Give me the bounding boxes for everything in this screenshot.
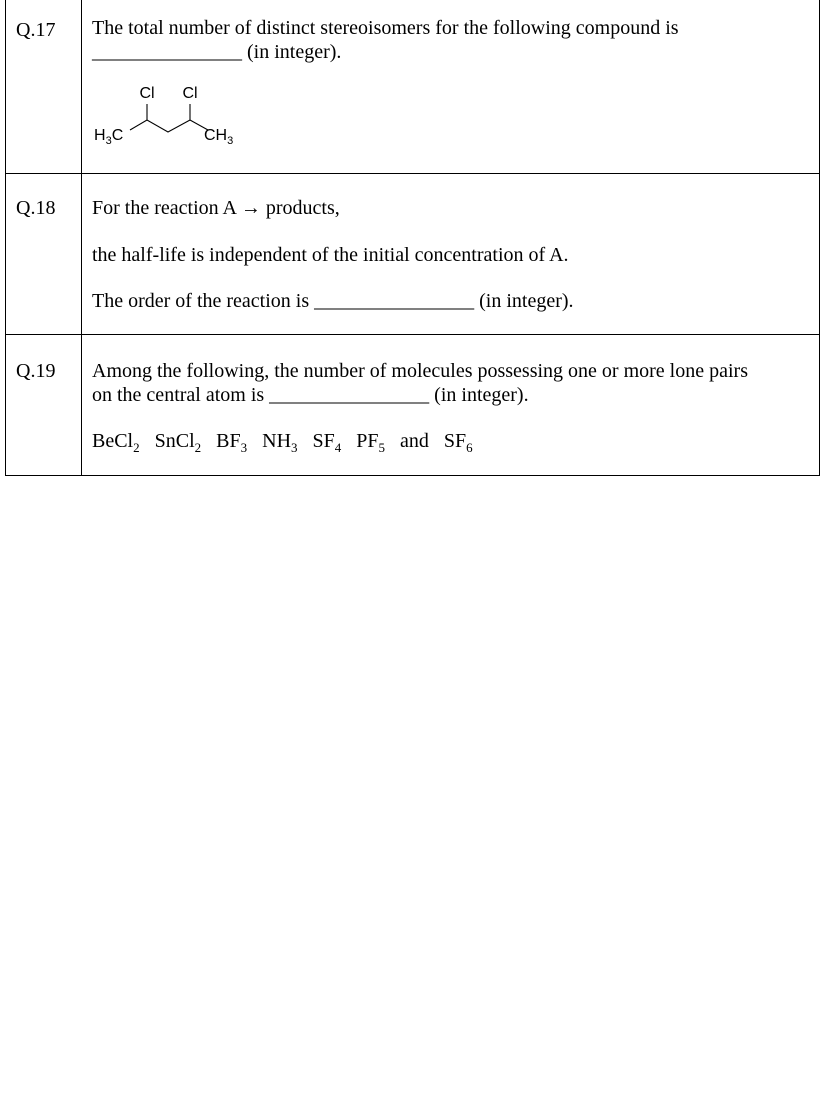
question-text-line: For the reaction A → products, xyxy=(92,197,340,219)
formula xyxy=(92,430,140,455)
group-ch3-main: CH xyxy=(204,127,228,144)
atom-cl-left: Cl xyxy=(139,85,155,102)
question-row-19 xyxy=(6,335,820,476)
formula xyxy=(216,430,248,455)
group-h3c-tail: C xyxy=(111,127,124,144)
group-h3c-sub: 3 xyxy=(105,135,112,147)
question-text-line: The total number of distinct stereoisomers for the following compound is xyxy=(92,17,679,39)
formula-sub: 3 xyxy=(291,440,298,455)
question-text-line: on the central atom is ________________ (in integer). xyxy=(92,384,529,406)
formula-base: and xyxy=(400,430,429,452)
question-number: Q.17 xyxy=(16,19,56,41)
formula-base: NH xyxy=(262,430,292,452)
formula-base: SF xyxy=(312,430,335,452)
question-row-18 xyxy=(6,174,820,335)
formula xyxy=(312,430,342,455)
atom-cl-right: Cl xyxy=(182,85,198,102)
formula-base: PF xyxy=(356,430,379,452)
question-body-cell xyxy=(82,335,820,476)
question-text-line: Among the following, the number of molecules possessing one or more lone pairs xyxy=(92,360,748,382)
formula xyxy=(262,430,298,455)
formula-sub: 6 xyxy=(466,440,473,455)
group-ch3 xyxy=(204,127,233,147)
question-number-cell xyxy=(6,335,82,476)
question-number: Q.18 xyxy=(16,197,56,219)
chemical-structure xyxy=(92,84,262,154)
structure-bonds xyxy=(130,120,208,132)
question-number-cell xyxy=(6,0,82,174)
question-row-17 xyxy=(6,0,820,174)
formula-sub: 5 xyxy=(378,440,386,455)
question-text-line: The order of the reaction is ________________ (in integer). xyxy=(92,290,574,312)
formula-base: BF xyxy=(216,430,241,452)
questions-table xyxy=(5,0,820,476)
question-text-line: _______________ (in integer). xyxy=(92,41,342,63)
question-text-line: the half-life is independent of the initial concentration of A. xyxy=(92,244,569,266)
formula-sub: 4 xyxy=(334,440,342,455)
question-number: Q.19 xyxy=(16,360,56,382)
formula xyxy=(356,430,386,455)
group-h3c xyxy=(94,127,123,147)
question-body-cell xyxy=(82,0,820,174)
group-h3c-main: H xyxy=(94,127,106,144)
formula-list xyxy=(92,429,819,453)
formula-base: SnCl xyxy=(154,430,195,452)
formula-sub: 2 xyxy=(133,440,140,455)
formula xyxy=(154,430,202,455)
formula xyxy=(443,430,473,455)
group-ch3-sub: 3 xyxy=(227,135,234,147)
formula-conjunction xyxy=(400,430,429,452)
formula-sub: 2 xyxy=(194,440,202,455)
question-number-cell xyxy=(6,174,82,335)
question-body-cell xyxy=(82,174,820,335)
formula-base: BeCl xyxy=(92,430,134,452)
formula-base: SF xyxy=(443,430,467,452)
formula-sub: 3 xyxy=(240,440,248,455)
